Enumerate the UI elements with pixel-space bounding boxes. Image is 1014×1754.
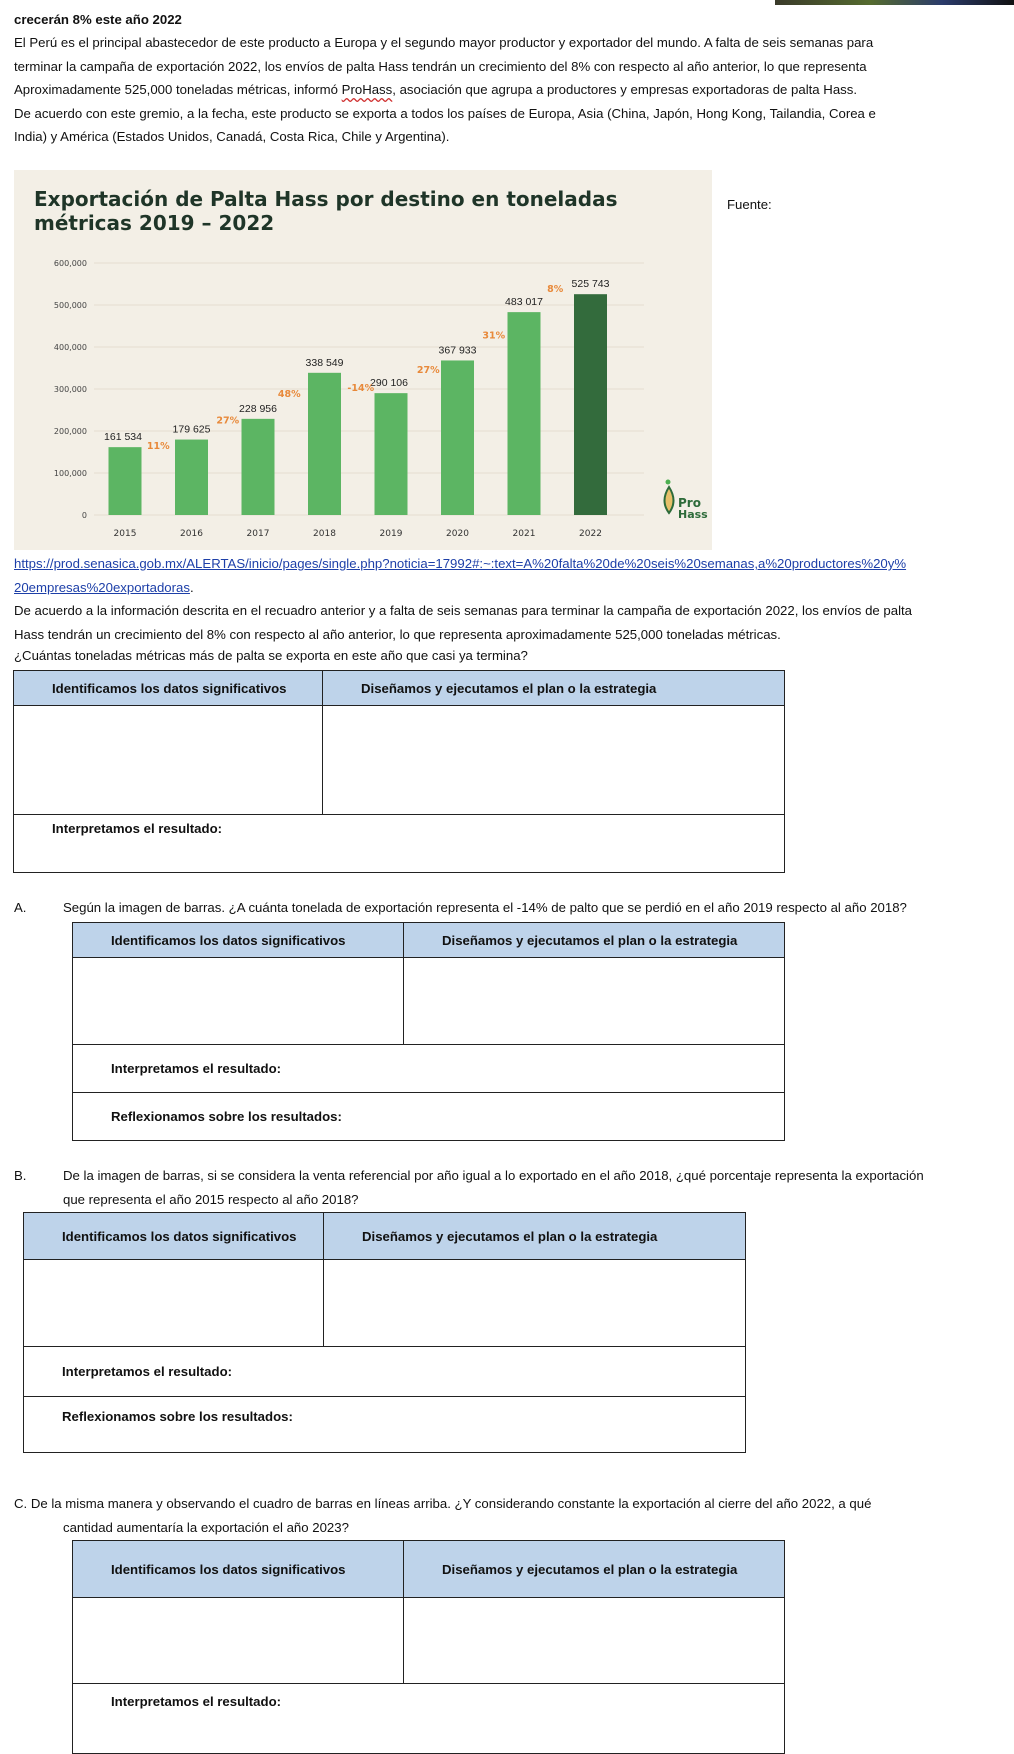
design-cell[interactable]	[324, 1260, 746, 1347]
prohass-logo-icon	[665, 487, 674, 513]
interpret-row[interactable]: Interpretamos el resultado:	[14, 815, 785, 873]
worksheet-table-a	[72, 922, 785, 1141]
design-cell[interactable]	[404, 958, 785, 1045]
identify-header: Identificamos los datos significativos	[73, 1541, 404, 1598]
y-tick-label: 600,000	[53, 259, 87, 268]
interpret-row[interactable]: Interpretamos el resultado:	[73, 1684, 785, 1754]
identify-cell[interactable]	[73, 1598, 404, 1684]
design-cell[interactable]	[404, 1598, 785, 1684]
bar-value-label: 525 743	[571, 278, 610, 291]
bar	[375, 393, 408, 515]
worksheet-table-1	[13, 670, 785, 873]
bar	[574, 294, 607, 515]
identify-cell[interactable]	[24, 1260, 324, 1347]
question-b-line: De la imagen de barras, si se considera la venta referencial por año igual a lo exportado en el año 2018, ¿qué porcentaje representa la exportación	[63, 1168, 924, 1183]
reflect-row[interactable]: Reflexionamos sobre los resultados:	[24, 1397, 746, 1453]
question-c-text	[14, 1492, 871, 1539]
identify-header: Identificamos los datos significativos	[14, 671, 323, 706]
problem-line: Hass tendrán un crecimiento del 8% con respecto al año anterior, lo que representa aproximadamente 525,000 toneladas métricas.	[14, 626, 781, 642]
bar-value-label: 483 017	[505, 296, 543, 309]
x-tick-label: 2019	[379, 529, 403, 539]
worksheet-table-c	[72, 1540, 785, 1754]
bar-value-label: 367 933	[438, 344, 477, 357]
x-tick-label: 2016	[180, 529, 203, 539]
growth-label: 31%	[482, 330, 506, 342]
chart-title: Exportación de Palta Hass por destino en toneladas métricas 2019 – 2022	[34, 187, 618, 235]
problem-line: ¿Cuántas toneladas métricas más de palta se exporta en este año que casi ya termina?	[14, 648, 528, 663]
intro-line: India) y América (Estados Unidos, Canadá, Costa Rica, Chile y Argentina).	[14, 129, 450, 144]
y-tick-label: 300,000	[53, 385, 87, 394]
bar	[175, 440, 208, 515]
intro-line: terminar la campaña de exportación 2022, los envíos de palta Hass tendrán un crecimiento del 8% con respecto al año anterior, lo que representa	[14, 58, 867, 74]
intro-line: El Perú es el principal abastecedor de este producto a Europa y el segundo mayor productor y exportador del mundo. A falta de seis semanas para	[14, 35, 874, 50]
intro-line: Aproximadamente 525,000 toneladas métricas, informó ProHass, asociación que agrupa a productores y empresas exportadoras de palta Hass.	[14, 82, 858, 97]
question-b-text	[63, 1164, 924, 1211]
growth-label: 27%	[216, 415, 240, 427]
x-tick-label: 2020	[446, 529, 469, 539]
design-header: Diseñamos y ejecutamos el plan o la estrategia	[404, 923, 785, 958]
y-tick-label: 0	[81, 511, 87, 520]
identify-cell[interactable]	[14, 706, 323, 815]
intro-heading: crecerán 8% este año 2022	[14, 12, 182, 27]
prohass-text: ProHass	[341, 82, 393, 97]
prohass-logo-leaf-icon	[666, 480, 671, 485]
bar	[441, 360, 474, 515]
source-link-continued[interactable]: 20empresas%20exportadoras	[14, 579, 190, 595]
interpret-row[interactable]: Interpretamos el resultado:	[73, 1045, 785, 1093]
prohass-logo-text: Pro	[678, 496, 701, 510]
reflect-row[interactable]: Reflexionamos sobre los resultados:	[73, 1093, 785, 1141]
identify-header: Identificamos los datos significativos	[24, 1213, 324, 1260]
y-tick-label: 100,000	[53, 469, 87, 478]
question-a-text: Según la imagen de barras. ¿A cuánta tonelada de exportación representa el -14% de palto que se perdió en el año 2019 respecto al año 2018?	[63, 900, 907, 915]
bar-value-label: 161 534	[104, 431, 142, 444]
design-header: Diseñamos y ejecutamos el plan o la estrategia	[404, 1541, 785, 1598]
export-bar-chart	[14, 170, 712, 550]
x-tick-label: 2017	[246, 529, 270, 539]
x-tick-label: 2021	[512, 529, 536, 539]
worksheet-table-b	[23, 1212, 746, 1453]
chart-canvas	[14, 170, 712, 550]
x-tick-label: 2015	[113, 529, 137, 539]
bar-value-label: 338 549	[305, 356, 344, 369]
question-a-letter: A.	[14, 900, 27, 915]
y-tick-label: 400,000	[53, 343, 87, 352]
growth-label: 11%	[146, 441, 170, 453]
question-b-letter: B.	[14, 1168, 27, 1183]
x-tick-label: 2022	[579, 529, 602, 539]
design-header: Diseñamos y ejecutamos el plan o la estrategia	[323, 671, 785, 706]
bar-value-label: 179 625	[172, 423, 211, 436]
growth-label: -14%	[347, 383, 375, 395]
question-c-line: C. De la misma manera y observando el cuadro de barras en líneas arriba. ¿Y considerando constante la exportación al cierre del año 2022, a qué	[14, 1496, 872, 1511]
header-photo-strip	[775, 0, 1014, 5]
x-tick-label: 2018	[313, 529, 336, 539]
bar	[308, 373, 341, 515]
bar-value-label: 228 956	[239, 402, 277, 415]
bar	[242, 419, 275, 515]
source-link-block: https://prod.senasica.gob.mx/ALERTAS/inicio/pages/single.php?noticia=17992#:~:text=A%20falta%20de%20seis%20semanas,a%20productores%20y% 20empresas%20exportadoras.	[14, 556, 907, 595]
problem-line: De acuerdo a la información descrita en el recuadro anterior y a falta de seis semanas para terminar la campaña de exportación 2022, los envíos de palta	[14, 603, 912, 618]
growth-label: 27%	[416, 365, 440, 377]
question-c-line: cantidad aumentaría la exportación el año 2023?	[63, 1519, 349, 1535]
source-label: Fuente:	[727, 197, 772, 212]
bar	[508, 312, 541, 515]
prohass-logo-text: Hass	[678, 508, 708, 521]
source-link[interactable]: https://prod.senasica.gob.mx/ALERTAS/inicio/pages/single.php?noticia=17992#:~:text=A%20falta%20de%20seis%20semanas,a%20productores%20y%	[14, 556, 907, 571]
growth-label: 48%	[277, 388, 301, 400]
question-b-line: que representa el año 2015 respecto al año 2018?	[63, 1191, 359, 1207]
interpret-row[interactable]: Interpretamos el resultado:	[24, 1347, 746, 1397]
intro-paragraph-1	[14, 31, 876, 149]
bar-value-label: 290 106	[370, 377, 408, 390]
design-cell[interactable]	[323, 706, 785, 815]
identify-cell[interactable]	[73, 958, 404, 1045]
y-tick-label: 500,000	[53, 301, 87, 310]
bar	[109, 447, 142, 515]
problem-statement	[14, 599, 912, 666]
identify-header: Identificamos los datos significativos	[73, 923, 404, 958]
y-tick-label: 200,000	[53, 427, 87, 436]
intro-line: De acuerdo con este gremio, a la fecha, este producto se exporta a todos los países de Europa, Asia (China, Japón, Hong Kong, Tailandia, Corea e	[14, 105, 876, 121]
design-header: Diseñamos y ejecutamos el plan o la estrategia	[324, 1213, 746, 1260]
growth-label: 8%	[547, 284, 564, 296]
